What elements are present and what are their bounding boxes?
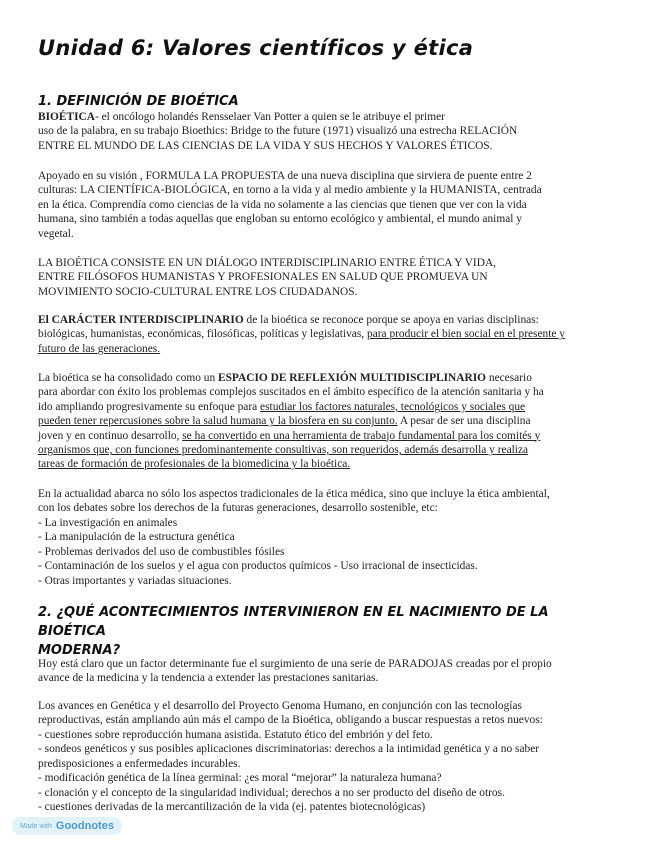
list-item: - cuestiones sobre reproducción humana asistida. Estatuto ético del embrión y del feto. xyxy=(38,729,433,741)
underlined-text: tareas de formación de profesionales de la biomedicina y la bioética. xyxy=(38,458,351,471)
text-line: reproductivas, están ampliando aún más el campo de la Bioética, obligando a buscar respuestas a retos nuevos: xyxy=(38,714,543,727)
text-line: ido ampliando progresivamente su enfoque para xyxy=(38,400,261,413)
paragraph-reflection xyxy=(38,371,618,472)
text-line: para abordar con éxito los problemas complejos suscitados en el ámbito específico de la atención sanitaria y ha xyxy=(38,386,544,399)
goodnotes-watermark xyxy=(12,817,122,835)
underlined-text: se ha convertido en una herramienta de trabajo fundamental para los comités y xyxy=(182,429,541,442)
text-line: Hoy está claro que un factor determinante fue el surgimiento de una serie de PARADOJAS creadas por el propio xyxy=(38,658,552,670)
text-line: MOVIMIENTO SOCIO-CULTURAL ENTRE LOS CIUDADANOS. xyxy=(38,285,358,298)
text-line: biológicas, humanistas, económicas, filosóficas, políticas y legislativas, xyxy=(38,328,367,341)
paragraph-proposal xyxy=(38,169,618,241)
scope-list xyxy=(38,516,628,588)
text-line: culturas: LA CIENTÍFICA-BIOLÓGICA, en torno a la vida y al medio ambiente y la HUMANISTA, centrada xyxy=(38,184,542,197)
paragraph-interdisciplinary xyxy=(38,313,618,356)
text-line: LA BIOÉTICA CONSISTE EN UN DIÁLOGO INTERDISCIPLINARIO ENTRE ÉTICA Y VIDA, xyxy=(38,257,497,269)
list-item: - sondeos genéticos y sus posibles aplicaciones discriminatorias: derechos a la intimidad genética y a no saber xyxy=(38,743,540,756)
heading-line: MODERNA? xyxy=(38,643,121,658)
list-item: - Problemas derivados del uso de combustibles fósiles xyxy=(38,545,285,558)
text-line: En la actualidad abarca no sólo los aspectos tradicionales de la ética médica, sino que incluye la ética ambiental, xyxy=(38,488,550,500)
underlined-text: futuro de las generaciones. xyxy=(38,342,161,355)
bold-term-caracter: El CARÁCTER INTERDISCIPLINARIO xyxy=(38,314,244,326)
text-line: con los debates sobre los derechos de la futuras generaciones, desarrollo sostenible, etc: xyxy=(38,502,438,515)
text-line: de la bioética se reconoce porque se apoya en varias disciplinas: xyxy=(243,314,539,326)
text-line: - el oncólogo holandés Rensselaer Van Potter a quien se le atribuye el primer xyxy=(94,111,445,123)
bold-term-bioetica: BIOÉTICA xyxy=(38,111,95,123)
made-with-text: Made with xyxy=(20,822,52,830)
text-line: A pesar de ser una disciplina xyxy=(397,415,531,428)
challenges-list xyxy=(38,728,628,814)
text-line: ENTRE EL MUNDO DE LAS CIENCIAS DE LA VIDA Y SUS HECHOS Y VALORES ÉTICOS. xyxy=(38,139,493,152)
text-line: La bioética se ha consolidado como un xyxy=(38,372,218,384)
section-2-heading xyxy=(38,603,618,660)
text-line: Apoyado en su visión , FORMULA LA PROPUESTA de una nueva disciplina que sirviera de puente entre 2 xyxy=(38,170,532,182)
text-line: joven y en continuo desarrollo, xyxy=(38,429,183,442)
page-title: Unidad 6: Valores científicos y ética xyxy=(38,36,474,60)
paragraph-current-scope xyxy=(38,487,618,516)
paragraph-definition xyxy=(38,110,618,153)
list-item: - La investigación en animales xyxy=(38,517,178,529)
list-item: - Otras importantes y variadas situaciones. xyxy=(38,574,232,587)
paragraph-paradoxes xyxy=(38,657,618,686)
text-line: humana, sino también a todas aquellas que engloban su entorno ecológico y ambiental, el mundo animal y xyxy=(38,213,522,226)
underlined-text: organismos que, con funciones predominantemente consultivas, son requeridos, además desarrolla y realiza xyxy=(38,444,529,457)
list-item: predisposiciones a enfermedades incurables. xyxy=(38,757,241,770)
goodnotes-logo: Goodnotes xyxy=(55,820,114,832)
list-item: - cuestiones derivadas de la mercantilización de la vida (ej. patentes biotecnológicas) xyxy=(38,801,426,814)
underlined-text: estudiar los factores naturales, tecnológicos y sociales que xyxy=(260,400,526,413)
underlined-text: pueden tener repercusiones sobre la salud humana y la biosfera en su conjunto. xyxy=(38,415,398,428)
section-1-heading: 1. DEFINICIÓN DE BIOÉTICA xyxy=(38,94,239,109)
text-line: uso de la palabra, en su trabajo Bioethics: Bridge to the future (1971) visualizó una estrecha RELACIÓN xyxy=(38,125,518,138)
paragraph-dialogue xyxy=(38,256,618,299)
list-item: - La manipulación de la estructura genética xyxy=(38,531,235,544)
text-line: en la ética. Comprendía como ciencias de la vida no solamente a las ciencias que tienen que ver con la vida xyxy=(38,198,527,211)
heading-line: 2. ¿QUÉ ACONTECIMIENTOS INTERVINIERON EN EL NACIMIENTO DE LA BIOÉTICA xyxy=(38,605,549,639)
text-line: Los avances en Genética y el desarrollo del Proyecto Genoma Humano, en conjunción con las tecnologías xyxy=(38,700,522,712)
list-item: - Contaminación de los suelos y el agua con productos químicos - Uso irracional de insecticidas. xyxy=(38,560,478,573)
underlined-text: para producir el bien social en el presente y xyxy=(367,328,565,341)
list-item: - clonación y el concepto de la singularidad individual; derechos a no ser producto del diseño de otros. xyxy=(38,786,505,799)
text-line: vegetal. xyxy=(38,227,74,240)
text-line: necesario xyxy=(486,372,532,384)
text-line: ENTRE FILÓSOFOS HUMANISTAS Y PROFESIONALES EN SALUD QUE PROMUEVA UN xyxy=(38,271,488,284)
list-item: - modificación genética de la línea germinal: ¿es moral “mejorar” la naturaleza humana? xyxy=(38,772,442,785)
text-line: avance de la medicina y la tendencia a extender las prestaciones sanitarias. xyxy=(38,672,379,685)
paragraph-genetics xyxy=(38,699,618,728)
bold-term-espacio: ESPACIO DE REFLEXIÓN MULTIDISCIPLINARIO xyxy=(217,372,487,384)
